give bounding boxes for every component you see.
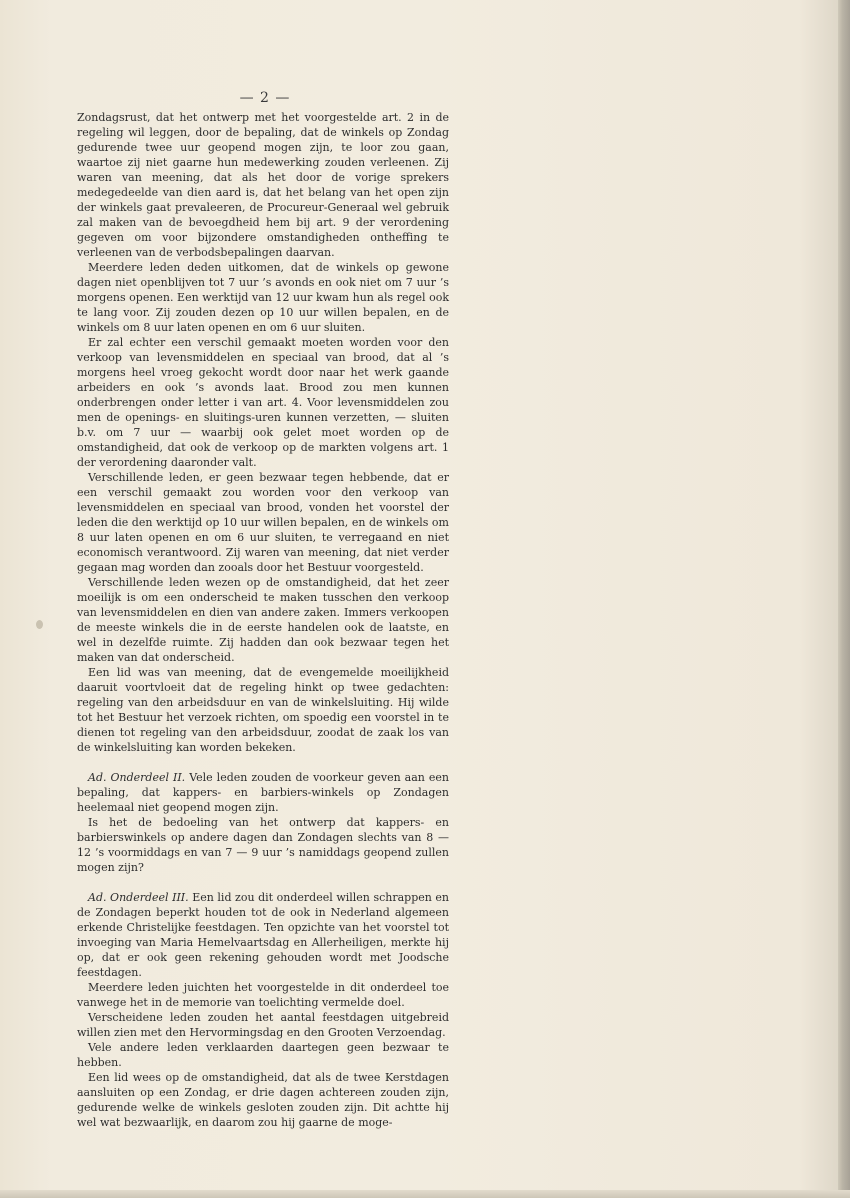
paragraph-5: Verschillende leden wezen op de omstandigheid, dat het zeer moeilijk is om een onderscheid te maken tusschen den verkoop van levensmiddelen en dien van andere zaken. Immers verkoopen de meeste winkels die in de eerste handelen ook de laatste, en wel in dezelfde ruimte. Zij hadden dan ook bezwaar tegen het maken van dat onderscheid. [77,576,449,664]
paragraph-11: Verscheidene leden zouden het aantal feestdagen uitgebreid willen zien met den Hervormingsdag en den Grooten Verzoendag. [77,1011,449,1039]
paragraph-10: Meerdere leden juichten het voorgestelde in dit onderdeel toe vanwege het in de memorie van toelichting vermelde doel. [77,981,449,1009]
page-edge-bottom [0,1190,850,1198]
paragraph-12: Vele andere leden verklaarden daartegen geen bezwaar te hebben. [77,1041,449,1069]
paper-speck [36,620,43,629]
section-onderdeel-ii: Ad. Onderdeel II. Vele leden zouden de voorkeur geven aan een bepaling, dat kappers- en barbiers-winkels op Zondagen heelemaal niet geopend mogen zijn. [77,771,450,814]
paragraph-8: Is het de bedoeling van het ontwerp dat kappers- en barbierswinkels op andere dagen dan Zondagen slechts van 8 — 12 ’s voormiddags en van 7 — 9 uur ’s namiddags geopend zullen mogen zijn? [77,816,449,874]
body-text [77,110,449,1130]
paragraph-1: Zondagsrust, dat het ontwerp met het voorgestelde art. 2 in de regeling wil leggen, door de bepaling, dat de winkels op Zondag gedurende twee uur geopend mogen zijn, te loor zou gaan, waartoe zij niet gaarne hun medewerking zouden verleenen. Zij waren van meening, dat als het door de vorige sprekers medegedeelde van dien aard is, dat het belang van het open zijn der winkels gaat prevaleeren, de Procureur-Generaal wel gebruik zal maken van de bevoegdheid hem bij art. 9 der verordening gegeven om voor bijzondere omstandigheden ontheffing te verleenen van de verbodsbepalingen daarvan. [77,111,449,259]
section-label: Ad. Onderdeel III. [88,891,189,904]
paragraph-2: Meerdere leden deden uitkomen, dat de winkels op gewone dagen niet openblijven tot 7 uur ’s avonds en ook niet om 7 uur ’s morgens openen. Een werktijd van 12 uur kwam hun als regel ook te lang voor. Zij zouden dezen op 10 uur willen bepalen, en de winkels om 8 uur laten openen en om 6 uur sluiten. [77,261,449,334]
page-edge-right [838,0,850,1198]
page-number: — 2 — [239,90,291,106]
section-onderdeel-iii: Ad. Onderdeel III. Een lid zou dit onderdeel willen schrappen en de Zondagen beperkt houden tot de ook in Nederland algemeen erkende Christelijke feestdagen. Ten opzichte van het voorstel tot invoeging van Maria Hemelvaartsdag en Allerheiligen, merkte hij op, dat er ook geen rekening gehouden wordt met Joodsche feestdagen. [77,891,449,979]
paragraph-13: Een lid wees op de omstandigheid, dat als de twee Kerstdagen aansluiten op een Zondag, er drie dagen achtereen zouden zijn, gedurende welke de winkels gesloten zouden zijn. Dit achtte hij wel wat bezwaarlijk, en daarom zou hij gaarne de moge- [77,1071,449,1129]
paragraph-3: Er zal echter een verschil gemaakt moeten worden voor den verkoop van levensmiddelen en speciaal van brood, dat al ’s morgens heel vroeg gekocht wordt door naar het werk gaande arbeiders en ook ’s avonds laat. Brood zou men kunnen onderbrengen onder letter i van art. 4. Voor levensmiddelen zou men de openings- en sluitings-uren kunnen verzetten, — sluiten b.v. om 7 uur — waarbij ook gelet moet worden op de omstandigheid, dat ook de verkoop op de markten volgens art. 1 der verordening daaronder valt. [77,336,449,469]
section-label: Ad. Onderdeel II. [88,771,186,784]
paragraph-6: Een lid was van meening, dat de evengemelde moeilijkheid daaruit voortvloeit dat de regeling hinkt op twee gedachten: regeling van den arbeidsduur en van de winkelsluiting. Hij wilde tot het Bestuur het verzoek richten, om spoedig een voorstel in te dienen tot regeling van den arbeidsduur, zoodat de zaak los van de winkelsluiting kan worden bekeken. [77,666,449,754]
paragraph-4: Verschillende leden, er geen bezwaar tegen hebbende, dat er een verschil gemaakt zou worden voor den verkoop van levensmiddelen en speciaal van brood, vonden het voorstel der leden die den werktijd op 10 uur willen bepalen, en de winkels om 8 uur laten openen en om 6 uur sluiten, te verregaand en niet economisch verantwoord. Zij waren van meening, dat niet verder gegaan mag worden dan zooals door het Bestuur voorgesteld. [77,471,449,574]
